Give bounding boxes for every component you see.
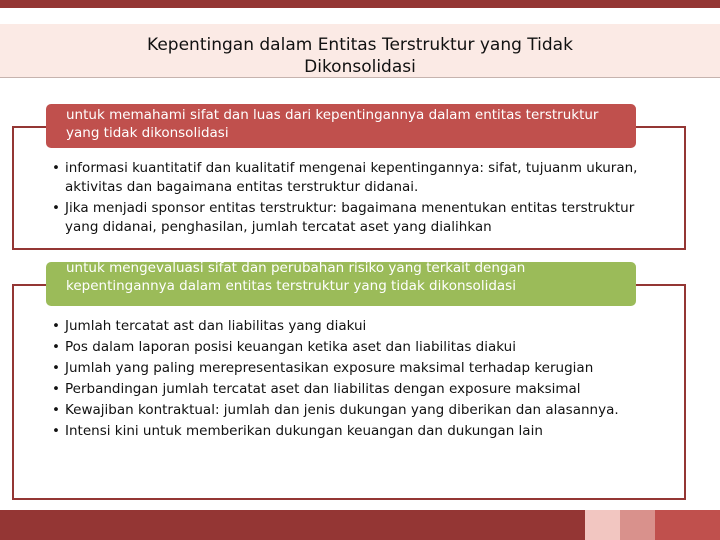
section-1-heading: untuk memahami sifat dan luas dari kepentingannya dalam entitas terstruktur yang tidak dikonsolidasi	[66, 107, 599, 141]
bullet-icon: •	[52, 381, 60, 397]
top-accent-strip	[0, 0, 720, 8]
section-1-list	[52, 159, 652, 237]
list-item: • Jika menjadi sponsor entitas terstruktur: bagaimana menentukan entitas terstruktur yang didanai, penghasilan, jumlah tercatat aset yang dialihkan	[52, 200, 635, 235]
section-2-list	[52, 317, 652, 441]
bullet-icon: •	[52, 360, 60, 376]
list-item: • Jumlah yang paling merepresentasikan exposure maksimal terhadap kerugian	[52, 360, 594, 376]
bullet-icon: •	[52, 200, 60, 216]
bullet-icon: •	[52, 339, 60, 355]
section-1-panel	[52, 159, 652, 239]
bullet-icon: •	[52, 423, 60, 439]
footer-bar	[0, 510, 720, 540]
list-item: • Pos dalam laporan posisi keuangan ketika aset dan liabilitas diakui	[52, 339, 516, 355]
list-item: • informasi kuantitatif dan kualitatif mengenai kepentingannya: sifat, tujuanm ukuran, aktivitas dan bagaimana entitas terstruktur didanai.	[52, 160, 638, 195]
bullet-icon: •	[52, 402, 60, 418]
footer-block-light	[585, 510, 620, 540]
list-item: • Perbandingan jumlah tercatat aset dan liabilitas dengan exposure maksimal	[52, 381, 581, 397]
bullet-icon: •	[52, 318, 60, 334]
list-item: • Jumlah tercatat ast dan liabilitas yang diakui	[52, 318, 367, 334]
footer-block-dark	[0, 510, 585, 540]
section-2-heading: untuk mengevaluasi sifat dan perubahan risiko yang terkait dengan kepentingannya dalam entitas terstruktur yang tidak dikonsolidasi	[66, 262, 526, 294]
footer-block-red	[655, 510, 720, 540]
section-2-panel	[52, 317, 652, 443]
section-1-heading-bar	[46, 104, 636, 148]
list-item: • Kewajiban kontraktual: jumlah dan jenis dukungan yang diberikan dan alasannya.	[52, 402, 619, 418]
section-2-heading-bar	[46, 262, 636, 306]
footer-block-mid	[620, 510, 655, 540]
slide-title: Kepentingan dalam Entitas Terstruktur yang Tidak Dikonsolidasi	[147, 35, 573, 77]
bullet-icon: •	[52, 160, 60, 176]
list-item: • Intensi kini untuk memberikan dukungan keuangan dan dukungan lain	[52, 423, 543, 439]
